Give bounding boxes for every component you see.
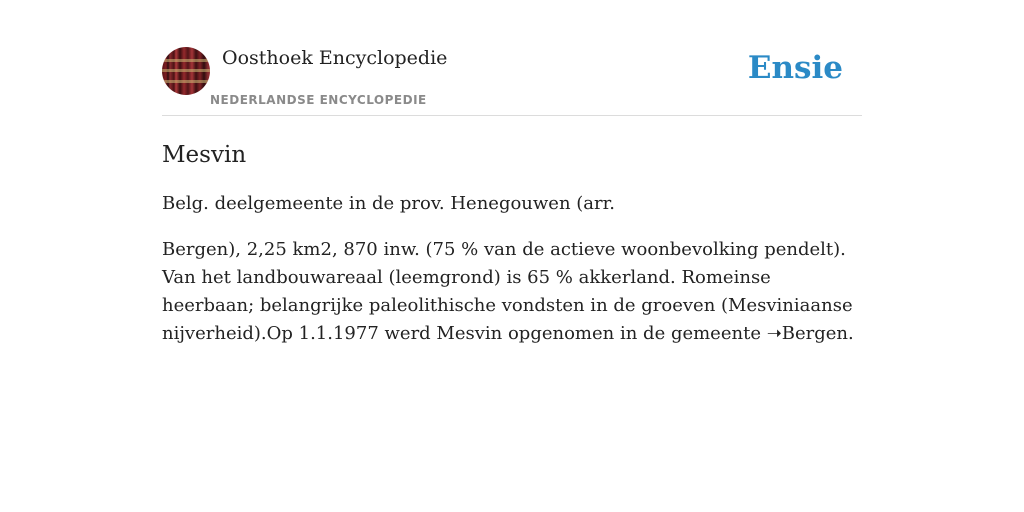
- encyclopedia-books-logo[interactable]: [162, 47, 210, 95]
- site-subtitle: NEDERLANDSE ENCYCLOPEDIE: [210, 93, 427, 107]
- site-header: [162, 46, 862, 116]
- page-container: [162, 46, 862, 348]
- article-paragraph-2: Bergen), 2,25 km2, 870 inw. (75 % van de actieve woonbevolking pendelt). Van het landbouwareaal (leemgrond) is 65 % akkerland. Romeinse heerbaan; belangrijke paleolithische vondsten in de groeven (Mesviniaanse nijverheid).Op 1.1.1977 werd Mesvin opgenomen in de gemeente ➝Bergen.: [162, 239, 854, 344]
- site-title[interactable]: Oosthoek Encyclopedie: [222, 47, 448, 69]
- article-paragraph-1: Belg. deelgemeente in de prov. Henegouwen (arr.: [162, 193, 615, 214]
- ensie-brand-link[interactable]: Ensie: [747, 50, 843, 86]
- article-headword: Mesvin: [162, 142, 247, 168]
